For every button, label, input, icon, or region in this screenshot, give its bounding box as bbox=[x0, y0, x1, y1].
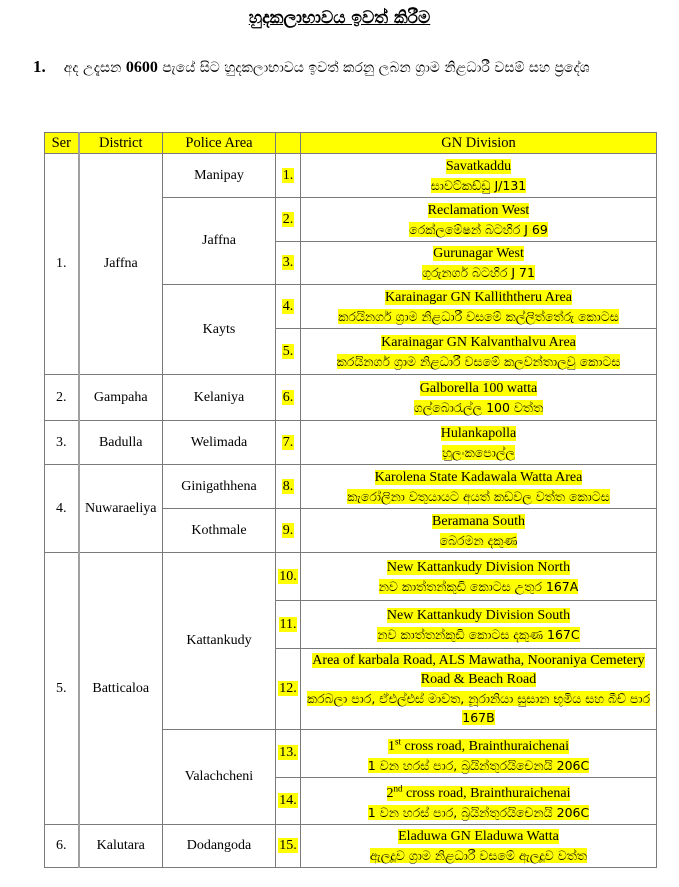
gn-name-english bbox=[305, 157, 652, 176]
header-district: District bbox=[79, 133, 163, 154]
gn-name-english-text: Karainagar GN Kalvanthalvu Area bbox=[381, 334, 576, 350]
gn-name-english-text bbox=[388, 736, 569, 754]
gn-number: 13. bbox=[279, 745, 297, 761]
cell-police-area: Ginigathhena bbox=[163, 465, 276, 509]
gn-name-sinhala bbox=[305, 531, 652, 550]
gn-ordinal-suffix: nd bbox=[393, 783, 403, 794]
gn-number: 6. bbox=[282, 389, 294, 405]
header-ser: Ser bbox=[45, 133, 79, 154]
cell-gn-division bbox=[301, 421, 657, 465]
gn-name-sinhala-text: කරයිනගර් ග්‍රාම නිළධාරී වසමේ කලවන්තාලවු කොටස bbox=[336, 353, 621, 369]
cell-ser: 2. bbox=[45, 375, 79, 421]
gn-name-english-text: Eladuwa GN Eladuwa Watta bbox=[398, 829, 559, 845]
gn-name-english-rest: cross road, Brainthuraichenai bbox=[402, 786, 571, 802]
gn-ordinal-number: 2 bbox=[386, 786, 394, 802]
gn-name-english-text: Karolena State Kadawala Watta Area bbox=[374, 469, 583, 485]
gn-name-sinhala bbox=[305, 577, 652, 596]
intro-number: 1. bbox=[33, 57, 46, 76]
cell-gn-number bbox=[276, 825, 301, 868]
gn-name-sinhala-text: කැරෝලිනා වතුයායට අයත් කඩවල වත්ත කොටස bbox=[347, 488, 610, 504]
cell-police-area: Dodangoda bbox=[163, 825, 276, 868]
header-gn-division: GN Division bbox=[301, 133, 657, 154]
gn-division-table bbox=[44, 132, 657, 868]
gn-name-sinhala-text: ඇලදූව ග්‍රාම නිළධාරී වසමේ ඇලදූව වත්ත bbox=[369, 848, 588, 864]
gn-name-sinhala bbox=[305, 689, 652, 727]
gn-number: 8. bbox=[282, 478, 294, 494]
table-header-row bbox=[45, 133, 657, 154]
cell-gn-division bbox=[301, 154, 657, 198]
cell-district: Kalutara bbox=[79, 825, 163, 868]
cell-gn-number bbox=[276, 509, 301, 553]
gn-name-sinhala-text: කරයිනගර් ග්‍රාම නිළධාරී වසමේ කල්ලිත්තේරු කොටස bbox=[338, 308, 619, 324]
gn-name-english bbox=[305, 201, 652, 220]
cell-gn-number bbox=[276, 285, 301, 329]
gn-name-english-text: Reclamation West bbox=[427, 202, 530, 218]
cell-district: Nuwaraeliya bbox=[79, 465, 163, 553]
gn-name-sinhala-text: ගුරුනගර් බටහිර J 71 bbox=[422, 265, 535, 280]
gn-number: 5. bbox=[282, 343, 294, 359]
cell-police-area: Kelaniya bbox=[163, 375, 276, 421]
gn-name-sinhala bbox=[305, 625, 652, 644]
cell-gn-division bbox=[301, 242, 657, 285]
cell-ser: 4. bbox=[45, 465, 79, 553]
cell-gn-division bbox=[301, 730, 657, 778]
gn-number: 7. bbox=[282, 434, 294, 450]
cell-gn-number bbox=[276, 329, 301, 375]
cell-police-area: Kayts bbox=[163, 285, 276, 375]
cell-gn-division bbox=[301, 198, 657, 242]
table-row bbox=[45, 825, 657, 868]
gn-number: 10. bbox=[279, 568, 297, 584]
gn-number: 11. bbox=[279, 616, 297, 632]
cell-police-area: Welimada bbox=[163, 421, 276, 465]
gn-name-english-text: Area of karbala Road, ALS Mawatha, Nooraniya Cemetery Road & Beach Road bbox=[312, 653, 645, 687]
gn-number: 12. bbox=[279, 681, 297, 696]
gn-name-english-text bbox=[386, 783, 571, 802]
cell-gn-division bbox=[301, 777, 657, 825]
gn-name-sinhala-text: නව කාත්තන්කුඩි කොටස දකුණ 167C bbox=[377, 626, 580, 642]
cell-district: Badulla bbox=[79, 421, 163, 465]
cell-gn-number bbox=[276, 777, 301, 825]
gn-name-english bbox=[305, 244, 652, 263]
cell-gn-division bbox=[301, 649, 657, 730]
gn-name-sinhala bbox=[305, 803, 652, 822]
gn-name-english-text: Karainagar GN Kalliththeru Area bbox=[385, 289, 572, 305]
cell-gn-number bbox=[276, 421, 301, 465]
gn-name-english bbox=[305, 558, 652, 577]
cell-gn-division bbox=[301, 509, 657, 553]
cell-gn-division bbox=[301, 825, 657, 868]
cell-gn-number bbox=[276, 375, 301, 421]
header-no bbox=[276, 133, 301, 154]
gn-number: 15. bbox=[279, 838, 297, 854]
gn-name-english bbox=[305, 288, 652, 307]
cell-gn-division bbox=[301, 601, 657, 649]
gn-name-english-text: Savatkaddu bbox=[445, 158, 512, 174]
gn-name-sinhala-text: හුලංකපොල්ල bbox=[442, 444, 515, 460]
table-row bbox=[45, 465, 657, 509]
gn-name-sinhala-text: නව කාත්තන්කුඩි කොටස උතුර 167A bbox=[378, 578, 579, 594]
gn-name-sinhala bbox=[305, 398, 652, 417]
cell-ser: 1. bbox=[45, 154, 79, 375]
gn-number: 3. bbox=[282, 255, 294, 270]
gn-name-sinhala-text: රෙක්ලමේෂන් බටහිර J 69 bbox=[409, 221, 548, 237]
cell-ser: 5. bbox=[45, 553, 79, 825]
cell-district: Jaffna bbox=[79, 154, 163, 375]
gn-name-english-text: Hulankapolla bbox=[440, 425, 517, 441]
intro-time: 0600 bbox=[125, 59, 158, 76]
gn-name-sinhala bbox=[305, 756, 652, 775]
cell-ser: 6. bbox=[45, 825, 79, 868]
gn-name-english-text: Gurunagar West bbox=[433, 246, 524, 261]
gn-name-english-text: New Kattankudy Division South bbox=[386, 607, 571, 623]
cell-gn-division bbox=[301, 375, 657, 421]
gn-name-sinhala-text: 1 වන හරස් පාර, බ්‍රයින්තුරයිචෙනයි 206C bbox=[367, 757, 590, 773]
gn-number: 9. bbox=[282, 522, 294, 538]
cell-gn-number bbox=[276, 553, 301, 601]
intro-paragraph bbox=[33, 55, 653, 80]
table-row bbox=[45, 154, 657, 198]
cell-gn-division bbox=[301, 465, 657, 509]
cell-gn-division bbox=[301, 285, 657, 329]
table-row bbox=[45, 375, 657, 421]
gn-name-english bbox=[305, 827, 652, 846]
cell-district: Batticaloa bbox=[79, 553, 163, 825]
gn-name-english bbox=[305, 780, 652, 804]
table-row bbox=[45, 421, 657, 465]
cell-ser: 3. bbox=[45, 421, 79, 465]
gn-name-english bbox=[305, 424, 652, 443]
gn-name-sinhala bbox=[305, 352, 652, 371]
gn-name-sinhala-text: ගල්බොරැල්ල 100 වත්ත bbox=[413, 399, 544, 415]
cell-gn-number bbox=[276, 154, 301, 198]
gn-name-sinhala bbox=[305, 263, 652, 282]
gn-name-sinhala-text: 1 වන හරස් පාර, බ්‍රයින්තුරයිචෙනයි 206C bbox=[367, 805, 590, 821]
gn-name-sinhala bbox=[305, 176, 652, 195]
table-body bbox=[45, 154, 657, 868]
gn-name-sinhala bbox=[305, 220, 652, 239]
intro-text-after: පැයේ සිට හුදකලාභාවය ඉවත් කරනු ලබන ග්‍රාම නිළධාරී වසම් සහ ප්‍රදේශ bbox=[162, 60, 590, 76]
gn-name-sinhala bbox=[305, 487, 652, 506]
gn-name-english bbox=[305, 379, 652, 398]
cell-police-area: Manipay bbox=[163, 154, 276, 198]
gn-name-english bbox=[305, 468, 652, 487]
cell-gn-division bbox=[301, 329, 657, 375]
gn-number: 2. bbox=[282, 211, 294, 227]
gn-name-sinhala bbox=[305, 307, 652, 326]
cell-police-area: Kothmale bbox=[163, 509, 276, 553]
gn-name-sinhala bbox=[305, 443, 652, 462]
intro-text-before: අද උදැසන bbox=[63, 60, 122, 76]
cell-gn-division bbox=[301, 553, 657, 601]
gn-name-sinhala-text: කරබලා පාර, ඒඑල්එස් මාවත, නූරානියා සුසාන භූමිය සහ බීච් පාර 167B bbox=[306, 691, 651, 725]
gn-name-sinhala-text: සාවට්කඩ්ඩු J/131 bbox=[430, 177, 527, 193]
cell-gn-number bbox=[276, 649, 301, 730]
gn-number: 1. bbox=[282, 167, 294, 183]
gn-name-english bbox=[305, 512, 652, 531]
gn-number: 4. bbox=[282, 298, 294, 314]
gn-name-english bbox=[305, 333, 652, 352]
cell-police-area: Valachcheni bbox=[163, 730, 276, 825]
gn-ordinal-suffix: st bbox=[395, 736, 402, 746]
cell-police-area: Kattankudy bbox=[163, 553, 276, 730]
gn-number: 14. bbox=[279, 792, 297, 808]
gn-name-english-text: Galborella 100 watta bbox=[419, 380, 538, 396]
gn-name-english-rest: cross road, Brainthuraichenai bbox=[401, 738, 569, 754]
gn-name-sinhala-text: බෙරමන දකුණ bbox=[439, 532, 518, 548]
cell-police-area: Jaffna bbox=[163, 198, 276, 285]
cell-gn-number bbox=[276, 465, 301, 509]
gn-name-english bbox=[305, 651, 652, 689]
gn-name-sinhala bbox=[305, 846, 652, 865]
gn-name-english bbox=[305, 606, 652, 625]
gn-ordinal-number: 1 bbox=[388, 738, 396, 754]
cell-gn-number bbox=[276, 730, 301, 778]
cell-district: Gampaha bbox=[79, 375, 163, 421]
gn-name-english-text: New Kattankudy Division North bbox=[386, 559, 571, 575]
table-row bbox=[45, 553, 657, 601]
cell-gn-number bbox=[276, 242, 301, 285]
header-police-area: Police Area bbox=[163, 133, 276, 154]
gn-name-english-text: Beramana South bbox=[432, 513, 525, 529]
cell-gn-number bbox=[276, 198, 301, 242]
cell-gn-number bbox=[276, 601, 301, 649]
gn-name-english bbox=[305, 732, 652, 756]
document-title: හුදකලාභාවය ඉවත් කිරීම bbox=[248, 8, 431, 28]
